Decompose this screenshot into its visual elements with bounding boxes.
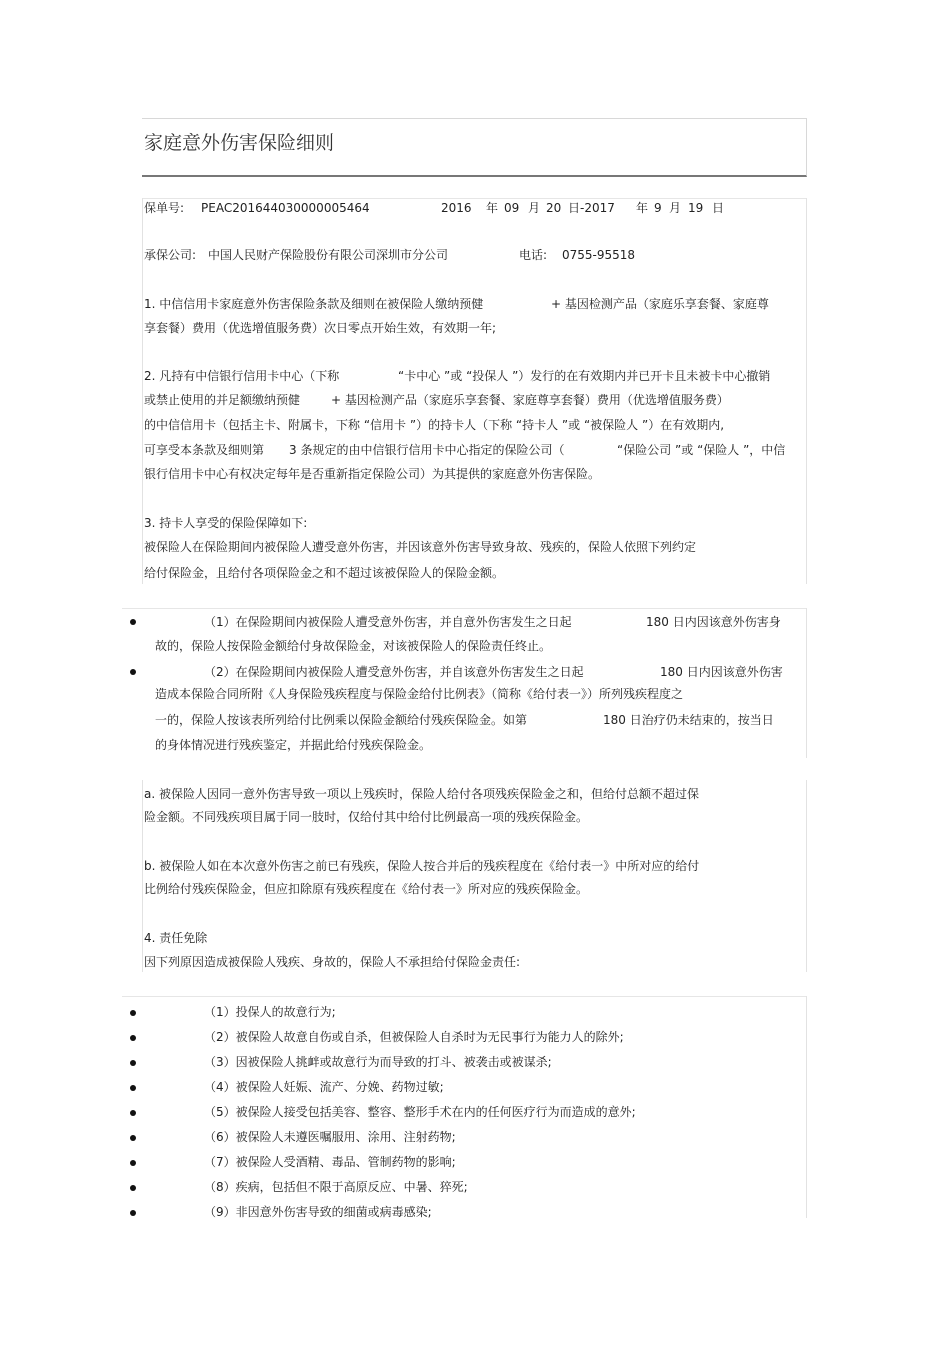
- list-item: （8）疾病，包括但不限于高原反应、中暑、猝死;: [204, 1180, 468, 1194]
- insurer-label: 承保公司:: [144, 248, 197, 262]
- benefit-1-line: 180 日内因该意外伤害身: [646, 615, 781, 629]
- clause-1-line: 1. 中信信用卡家庭意外伤害保险条款及细则在被保险人缴纳预健: [144, 297, 484, 311]
- list-item: （7）被保险人受酒精、毒品、管制药物的影响;: [204, 1155, 456, 1169]
- note-a-line: 险金额。不同残疾项目属于同一肢时，仅给付其中给付比例最高一项的残疾保险金。: [144, 810, 589, 824]
- policy-label: 保单号:: [144, 201, 185, 215]
- period-text: 年: [636, 201, 649, 215]
- note-a-line: a. 被保险人因同一意外伤害导致一项以上残疾时，保险人给付各项残疾保险金之和，但给付总额不超过保: [144, 787, 699, 801]
- policy-number: PEAC201644030000005464: [201, 201, 370, 215]
- divider: [806, 780, 807, 972]
- clause-3-line: 3. 持卡人享受的保险保障如下:: [144, 516, 308, 530]
- period-month-start: 09: [504, 201, 520, 215]
- phone-number: 0755-95518: [562, 248, 636, 262]
- divider: [806, 198, 807, 584]
- page-title: 家庭意外伤害保险细则: [144, 132, 335, 154]
- clause-2-line: 2. 凡持有中信银行信用卡中心（下称: [144, 369, 340, 383]
- list-item: （1）投保人的故意行为;: [204, 1005, 336, 1019]
- period-year-start: 2016: [441, 201, 472, 215]
- bullet-icon: [130, 1060, 136, 1066]
- benefit-2-line: （2）在保险期间内被保险人遭受意外伤害，并自该意外伤害发生之日起: [204, 665, 584, 679]
- bullet-icon: [130, 1110, 136, 1116]
- note-b-line: b. 被保险人如在本次意外伤害之前已有残疾，保险人按合并后的残疾程度在《给付表一》中所对应的给付: [144, 859, 700, 873]
- bullet-icon: [130, 669, 136, 675]
- period-month-end: 9: [654, 201, 662, 215]
- note-b-line: 比例给付残疾保险金，但应扣除原有残疾程度在《给付表一》所对应的残疾保险金。: [144, 882, 589, 896]
- benefit-2-line: 的身体情况进行残疾鉴定，并据此给付残疾保险金。: [155, 738, 432, 752]
- benefit-2-line: 180 日治疗仍未结束的，按当日: [603, 713, 774, 727]
- bullet-icon: [130, 1010, 136, 1016]
- clause-3-line: 给付保险金，且给付各项保险金之和不超过该被保险人的保险金额。: [144, 566, 505, 580]
- divider: [806, 608, 807, 758]
- period-text: 年: [486, 201, 499, 215]
- clause-1-line: 享套餐）费用（优选增值服务费）次日零点开始生效，有效期一年;: [144, 321, 497, 335]
- benefit-2-line: 一的，保险人按该表所列给付比例乘以保险金额给付残疾保险金。如第: [155, 713, 528, 727]
- divider: [142, 198, 143, 584]
- benefit-1-line: （1）在保险期间内被保险人遭受意外伤害，并自意外伤害发生之日起: [204, 615, 572, 629]
- period-text: 月: [528, 201, 541, 215]
- insurer-name: 中国人民财产保险股份有限公司深圳市分公司: [208, 248, 449, 262]
- clause-2-line: 3 条规定的由中信银行信用卡中心指定的保险公司（: [289, 443, 565, 457]
- list-item: （3）因被保险人挑衅或故意行为而导致的打斗、被袭击或被谋杀;: [204, 1055, 552, 1069]
- clause-3-line: 被保险人在保险期间内被保险人遭受意外伤害，并因该意外伤害导致身故、残疾的，保险人依照下列约定: [144, 540, 697, 554]
- divider: [122, 608, 806, 609]
- divider: [142, 198, 806, 199]
- clause-2-line: 的中信信用卡（包括主卡、附属卡，下称 “信用卡 ”）的持卡人（下称 “持卡人 ”或 “被保险人 ”）在有效期内,: [144, 418, 725, 432]
- bullet-icon: [130, 1085, 136, 1091]
- clause-2-line: 银行信用卡中心有权决定每年是否重新指定保险公司）为其提供的家庭意外伤害保险。: [144, 467, 601, 481]
- divider: [142, 780, 143, 972]
- benefit-2-line: 180 日内因该意外伤害: [660, 665, 783, 679]
- bullet-icon: [130, 1185, 136, 1191]
- clause-2-line: + 基因检测产品（家庭乐享套餐、家庭尊享套餐）费用（优选增值服务费）: [331, 393, 729, 407]
- list-item: （4）被保险人妊娠、流产、分娩、药物过敏;: [204, 1080, 444, 1094]
- benefit-1-line: 故的，保险人按保险金额给付身故保险金，对该被保险人的保险责任终止。: [155, 639, 552, 653]
- clause-2-line: 或禁止使用的并足额缴纳预健: [144, 393, 301, 407]
- clause-2-line: “保险公司 ”或 “保险人 ”，中信: [617, 443, 786, 457]
- bullet-icon: [130, 1035, 136, 1041]
- bullet-icon: [130, 1210, 136, 1216]
- list-item: （2）被保险人故意自伤或自杀，但被保险人自杀时为无民事行为能力人的除外;: [204, 1030, 624, 1044]
- clause-4-intro: 因下列原因造成被保险人残疾、身故的，保险人不承担给付保险金责任:: [144, 955, 521, 969]
- bullet-icon: [130, 1135, 136, 1141]
- clause-2-line: “卡中心 ”或 “投保人 ”）发行的在有效期内并已开卡且未被卡中心撤销: [398, 369, 771, 383]
- clause-1-line: + 基因检测产品（家庭乐享套餐、家庭尊: [551, 297, 769, 311]
- period-text: 月: [669, 201, 682, 215]
- bullet-icon: [130, 1160, 136, 1166]
- period-text: 日: [712, 201, 725, 215]
- list-item: （9）非因意外伤害导致的细菌或病毒感染;: [204, 1205, 432, 1219]
- phone-label: 电话:: [519, 248, 548, 262]
- period-day-start: 20: [546, 201, 562, 215]
- benefit-2-line: 造成本保险合同所附《人身保险残疾程度与保险金给付比例表》（简称《给付表一》）所列残疾程度之: [155, 687, 684, 701]
- divider: [806, 996, 807, 1218]
- clause-2-line: 可享受本条款及细则第: [144, 443, 265, 457]
- divider: [122, 996, 806, 997]
- list-item: （6）被保险人未遵医嘱服用、涂用、注射药物;: [204, 1130, 456, 1144]
- clause-4-heading: 4. 责任免除: [144, 931, 208, 945]
- list-item: （5）被保险人接受包括美容、整容、整形手术在内的任何医疗行为而造成的意外;: [204, 1105, 636, 1119]
- period-day-end: 19: [688, 201, 704, 215]
- period-text: 日-2017: [568, 201, 615, 215]
- bullet-icon: [130, 619, 136, 625]
